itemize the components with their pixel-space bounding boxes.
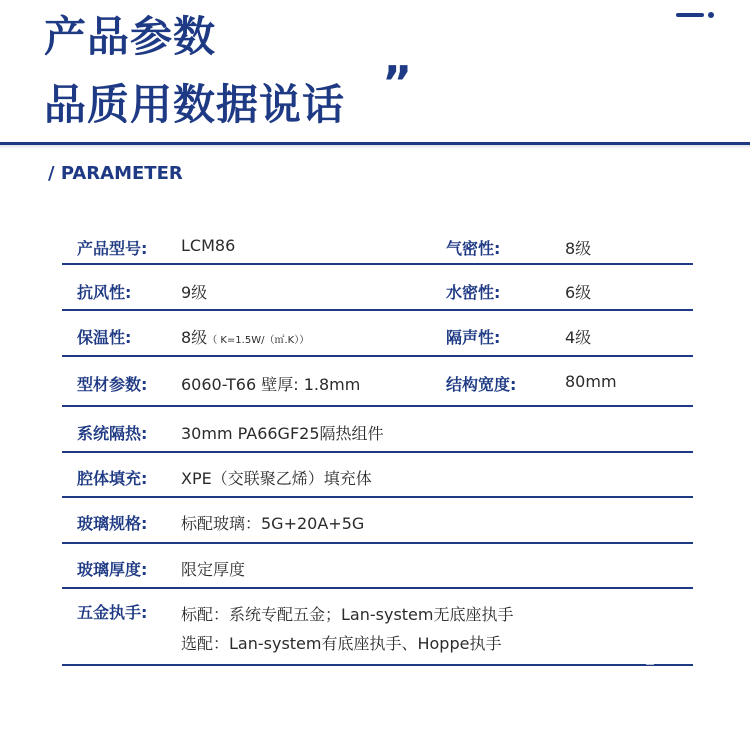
- row-divider: [62, 496, 693, 498]
- param-label: 系统隔热:: [77, 424, 148, 443]
- quote-mark-icon: ”: [382, 56, 413, 110]
- param-label: 气密性:: [446, 239, 501, 258]
- row-divider: [62, 542, 693, 544]
- param-value: 9级: [181, 283, 208, 302]
- param-row-insulation: [77, 325, 693, 349]
- decorative-tick: [646, 664, 654, 665]
- param-value: [181, 325, 309, 348]
- param-row-wind: [77, 280, 693, 304]
- param-value: XPE（交联聚乙烯）填充体: [181, 469, 372, 488]
- row-divider: [62, 355, 693, 357]
- page-slogan: 品质用数据说话: [44, 80, 346, 129]
- param-value-note: （ K=1.5W/（㎡.K））: [207, 335, 310, 346]
- param-label: 腔体填充:: [77, 469, 148, 488]
- page-title: 产品参数: [44, 12, 217, 61]
- row-divider: [62, 587, 693, 589]
- param-value: 80mm: [565, 372, 617, 391]
- section-subtitle: / PARAMETER: [48, 163, 183, 184]
- param-row-profile: [77, 372, 693, 396]
- param-label: 保温性:: [77, 328, 132, 347]
- decorative-dot: [708, 12, 714, 18]
- param-value: LCM86: [181, 236, 236, 255]
- param-label: 结构宽度:: [446, 375, 517, 394]
- row-divider: [62, 664, 693, 666]
- param-row-thermal-break: [77, 421, 693, 445]
- param-value-main: 8级: [181, 328, 208, 347]
- row-divider: [62, 451, 693, 453]
- param-label: 五金执手:: [77, 603, 148, 622]
- param-label: 水密性:: [446, 283, 501, 302]
- row-divider: [62, 405, 693, 407]
- param-row-model: [77, 236, 693, 260]
- param-row-cavity-fill: [77, 466, 693, 490]
- decorative-bar: [676, 13, 704, 17]
- param-row-hardware: [77, 600, 693, 652]
- param-value: 标配玻璃：5G+20A+5G: [181, 514, 365, 533]
- param-value: 限定厚度: [181, 560, 246, 579]
- row-divider: [62, 263, 693, 265]
- param-value: 8级: [565, 239, 592, 258]
- param-label: 玻璃厚度:: [77, 560, 148, 579]
- param-value: 6060-T66 壁厚: 1.8mm: [181, 375, 361, 394]
- param-value: 4级: [565, 328, 592, 347]
- param-label: 隔声性:: [446, 328, 501, 347]
- param-label: 抗风性:: [77, 283, 132, 302]
- param-value: 6级: [565, 283, 592, 302]
- param-label: 型材参数:: [77, 375, 148, 394]
- param-row-glass-thickness: [77, 557, 693, 581]
- param-label: 玻璃规格:: [77, 514, 148, 533]
- param-value: 标配：系统专配五金；Lan-system无底座执手: [181, 605, 514, 624]
- param-label: 产品型号:: [77, 239, 148, 258]
- param-row-glass-spec: [77, 511, 693, 535]
- row-divider: [62, 309, 693, 311]
- param-value-line2: 选配：Lan-system有底座执手、Hoppe执手: [181, 634, 502, 653]
- header-divider-shadow: [0, 145, 750, 149]
- param-value: 30mm PA66GF25隔热组件: [181, 424, 384, 443]
